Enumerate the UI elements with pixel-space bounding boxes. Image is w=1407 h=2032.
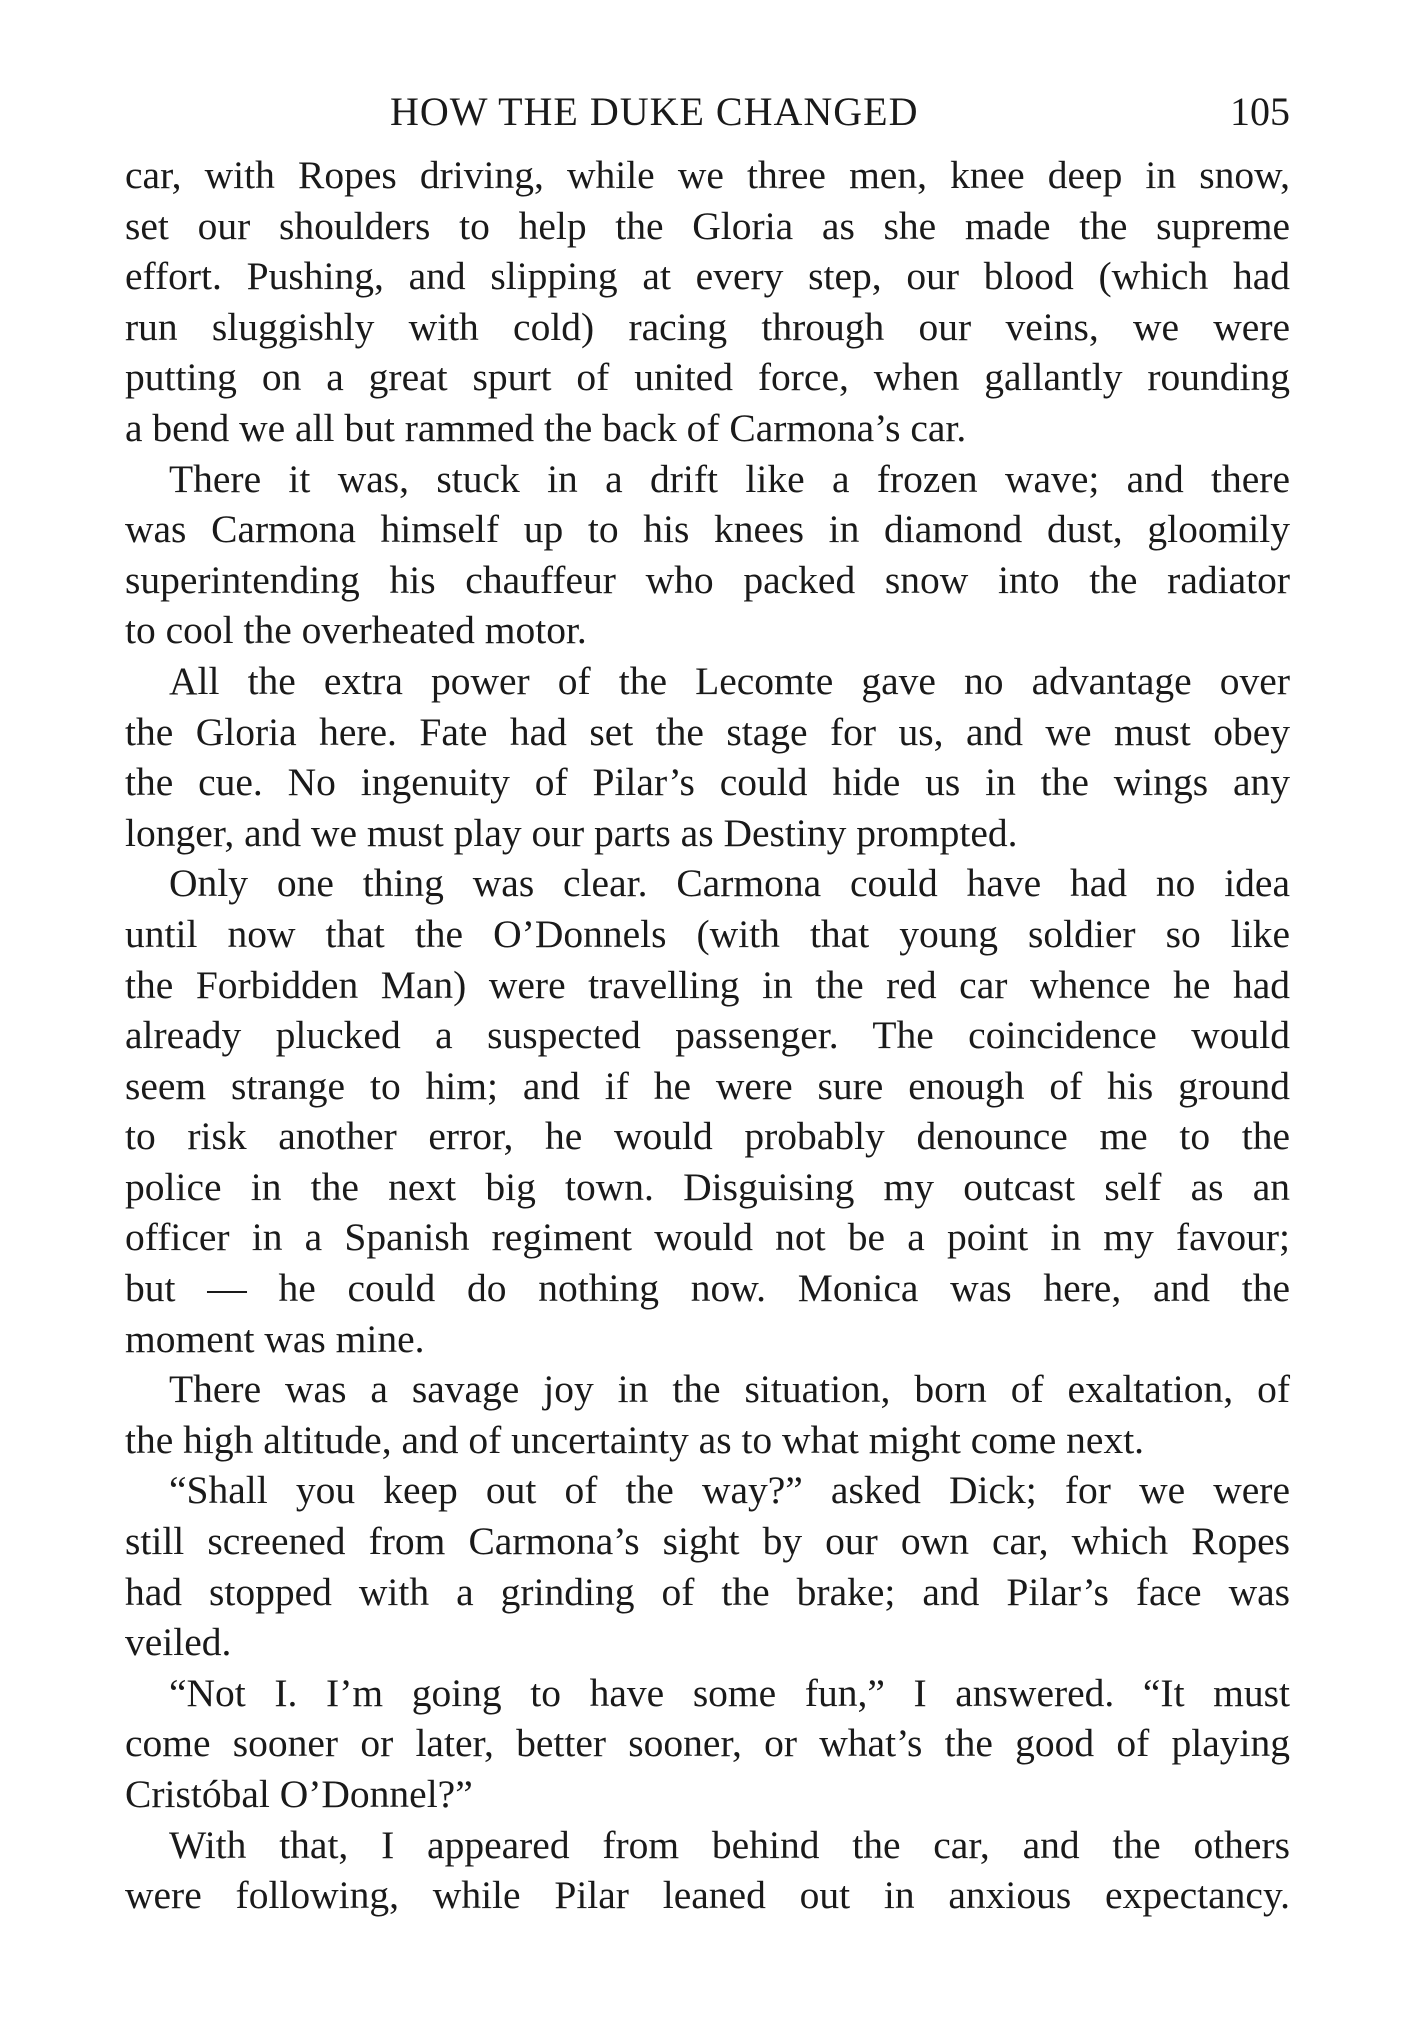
text-line: There was a savage joy in the situation, born of exaltation, of [169,1367,1290,1412]
chapter-title: HOW THE DUKE CHANGED [390,89,919,134]
text-line: superintending his chauffeur who packed snow into the radiator [125,557,1290,602]
text-line: moment was mine. [125,1316,425,1361]
text-line: the cue. No ingenuity of Pilar’s could hide us in the wings any [125,760,1290,805]
text-line: There it was, stuck in a drift like a frozen wave; and there [169,456,1290,501]
paragraph [125,1465,1290,1667]
paragraph [125,656,1290,858]
text-line: the Forbidden Man) were travelling in the red car whence he had [125,962,1290,1007]
text-line: “Shall you keep out of the way?” asked Dick; for we were [169,1468,1290,1513]
paragraph [125,150,1290,454]
text-line: already plucked a suspected passenger. The coincidence would [125,1013,1290,1058]
text-line: car, with Ropes driving, while we three men, knee deep in snow, [125,153,1290,197]
paragraph [125,858,1290,1364]
text-line: to cool the overheated motor. [125,608,587,653]
paragraph [125,1364,1290,1465]
text-line: effort. Pushing, and slipping at every step, our blood (which had [125,254,1290,299]
paragraph [125,1668,1290,1820]
text-line: run sluggishly with cold) racing through our veins, we were [125,304,1290,349]
text-line: a bend we all but rammed the back of Carmona’s car. [125,405,967,450]
paragraph [125,1820,1290,1921]
text-line: until now that the O’Donnels (with that young soldier so like [125,911,1290,956]
text-line: Cristóbal O’Donnel?” [125,1772,473,1816]
text-line: come sooner or later, better sooner, or what’s the good of playing [125,1721,1290,1766]
text-line: Only one thing was clear. Carmona could have had no idea [169,861,1290,906]
text-line: With that, I appeared from behind the car, and the others [169,1822,1290,1867]
paragraph [125,454,1290,656]
text-line: veiled. [125,1620,232,1665]
text-line: were following, while Pilar leaned out in anxious expectancy. [125,1873,1290,1918]
text-line: putting on a great spurt of united force, when gallantly rounding [125,355,1290,400]
text-line: was Carmona himself up to his knees in diamond dust, gloomily [125,507,1290,552]
text-line: seem strange to him; and if he were sure enough of his ground [125,1063,1290,1108]
text-line: police in the next big town. Disguising my outcast self as an [125,1164,1290,1209]
page-number: 105 [1230,89,1290,134]
text-line: set our shoulders to help the Gloria as she made the supreme [125,203,1290,248]
text-line: the Gloria here. Fate had set the stage for us, and we must obey [125,709,1290,754]
text-line: “Not I. I’m going to have some fun,” I answered. “It must [169,1670,1290,1715]
text-line: officer in a Spanish regiment would not be a point in my favour; [125,1215,1290,1260]
text-line: still screened from Carmona’s sight by our own car, which Ropes [125,1519,1290,1564]
body-text [125,150,1290,1921]
text-line: to risk another error, he would probably denounce me to the [125,1114,1290,1159]
text-line: longer, and we must play our parts as Destiny prompted. [125,810,1018,855]
running-head [125,82,1290,142]
text-line: had stopped with a grinding of the brake; and Pilar’s face was [125,1569,1290,1614]
text-line: All the extra power of the Lecomte gave no advantage over [169,658,1290,703]
text-line: but — he could do nothing now. Monica was here, and the [125,1266,1290,1311]
text-line: the high altitude, and of uncertainty as to what might come next. [125,1417,1145,1462]
